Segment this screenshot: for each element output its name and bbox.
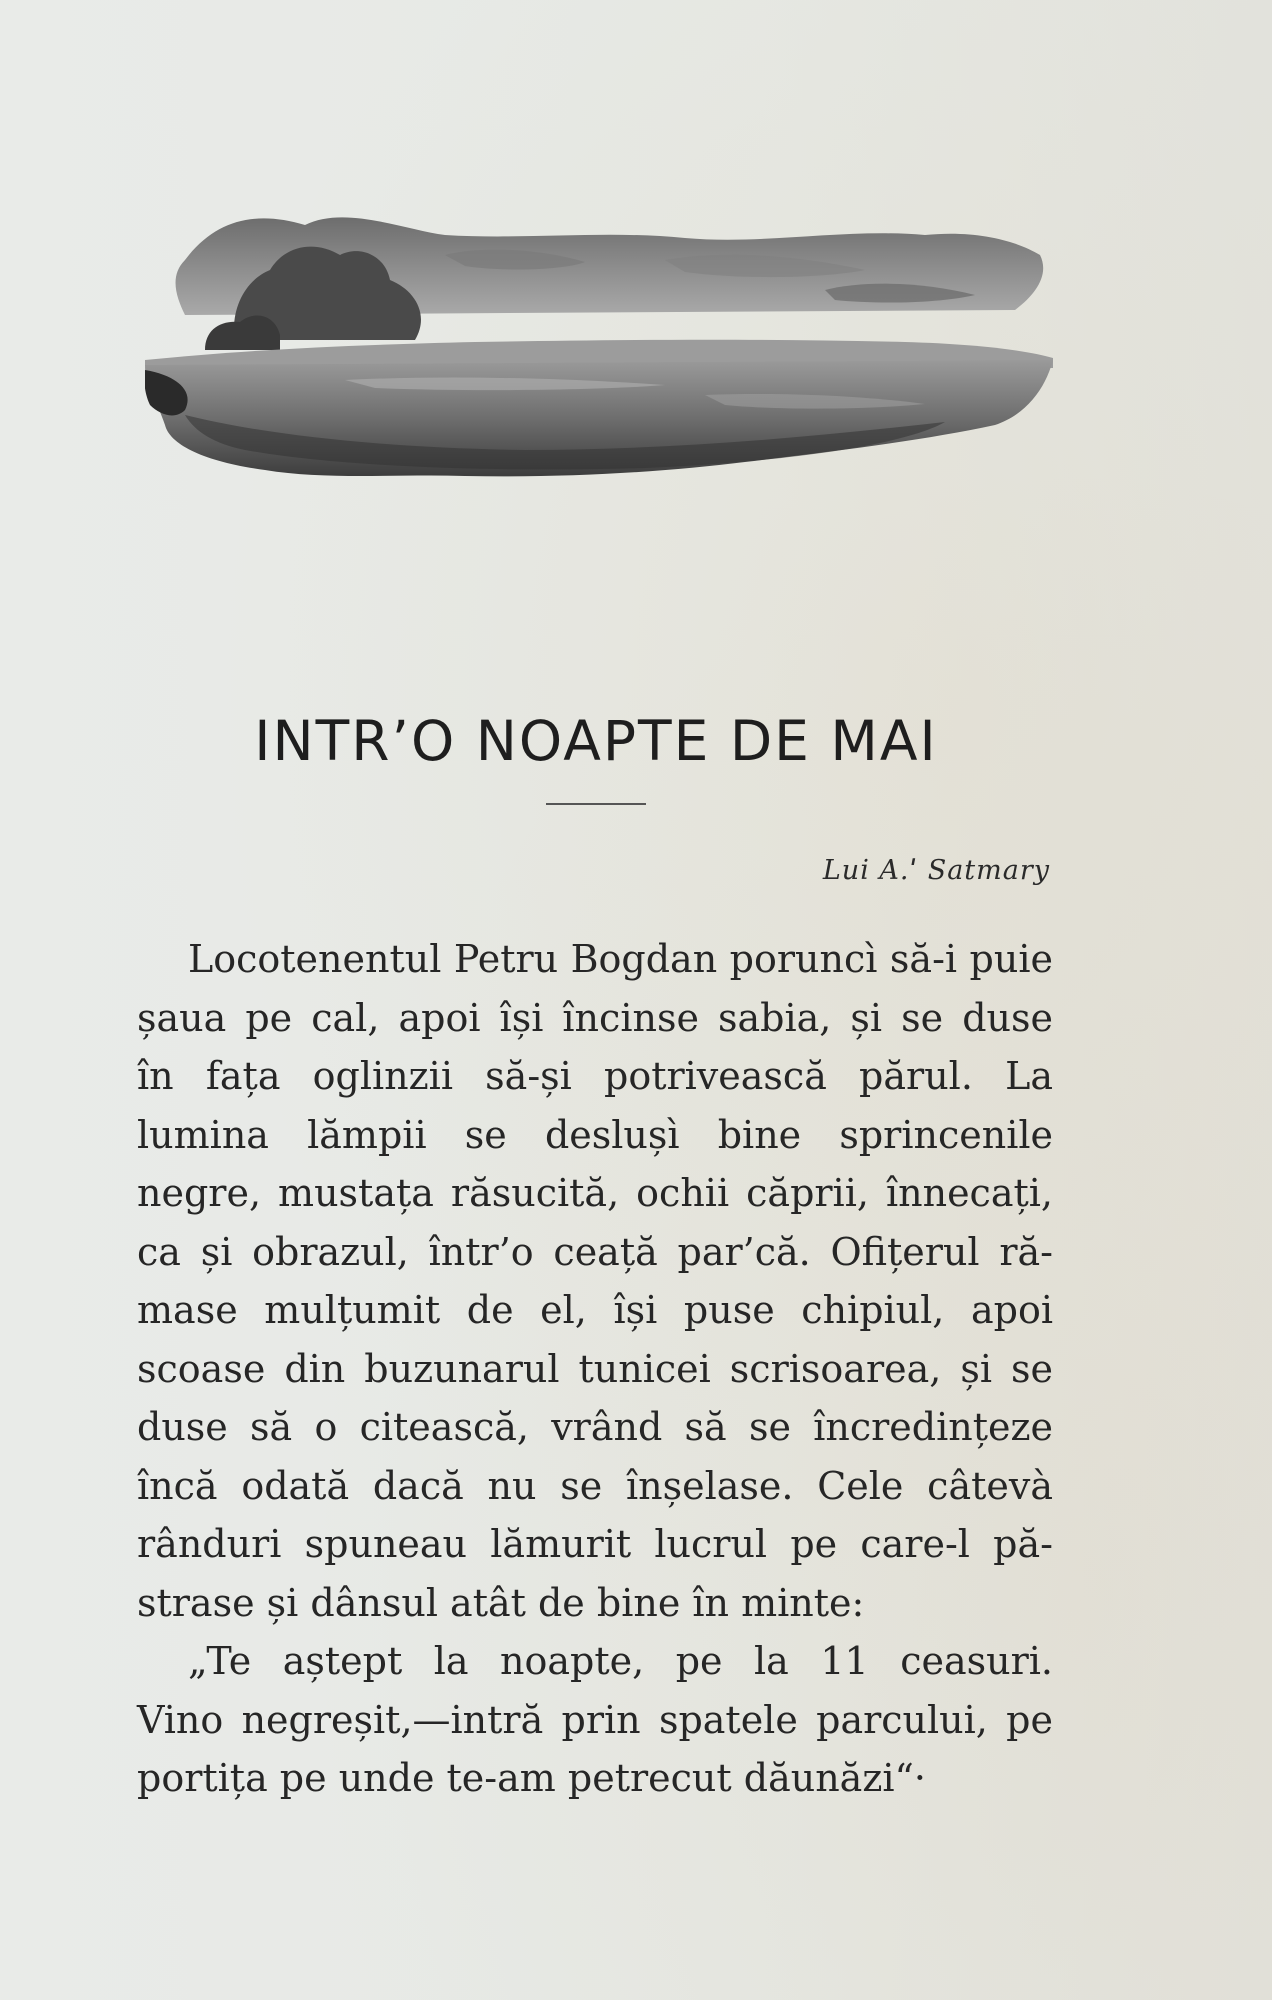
text-line: strase și dânsul atât de bine în minte: (137, 1580, 865, 1625)
text-line: mase mulțumit de el, își puse chipiul, apoi (137, 1288, 1053, 1332)
text-line: negre, mustața răsucită, ochii căprii, înnecați, (137, 1171, 1053, 1215)
trees (205, 316, 280, 350)
text-line: scoase din buzunarul tunicei scrisoarea, și se (137, 1346, 1053, 1391)
landscape-illustration (145, 200, 1053, 485)
text-line: ca și obrazul, într’o ceață par’că. Ofițerul ră- (137, 1229, 1053, 1274)
text-line: încă odată dacă nu se înșelase. Cele câtevà (137, 1463, 1053, 1508)
chapter-body (137, 930, 1053, 1808)
text-line: lumina lămpii se deslușì bine sprincenile (137, 1112, 1053, 1157)
text-line: Locotenentul Petru Bogdan poruncì să-i puie (188, 937, 1053, 981)
text-line: Vino negreșit,—intră prin spatele parcului, pe (137, 1697, 1053, 1742)
text-line: portița pe unde te-am petrecut dăunăzi“· (137, 1756, 927, 1800)
paragraph (137, 1632, 1053, 1808)
text-line: în fața oglinzii să-și potrivească părul. La (137, 1054, 1053, 1098)
text-line: rânduri spuneau lămurit lucrul pe care-l pă- (137, 1522, 1053, 1566)
chapter-title: INTR’O NOAPTE DE MAI (254, 709, 938, 773)
text-line: duse să o citească, vrând să se încredințeze (137, 1405, 1053, 1449)
text-line: „Te aștept la noapte, pe la 11 ceasuri. (188, 1639, 1053, 1683)
paragraph (137, 930, 1053, 1632)
text-line: șaua pe cal, apoi își încinse sabia, și se duse (137, 995, 1053, 1040)
title-divider (546, 803, 646, 805)
dedication: Lui A.ˈ Satmary (822, 855, 1050, 886)
